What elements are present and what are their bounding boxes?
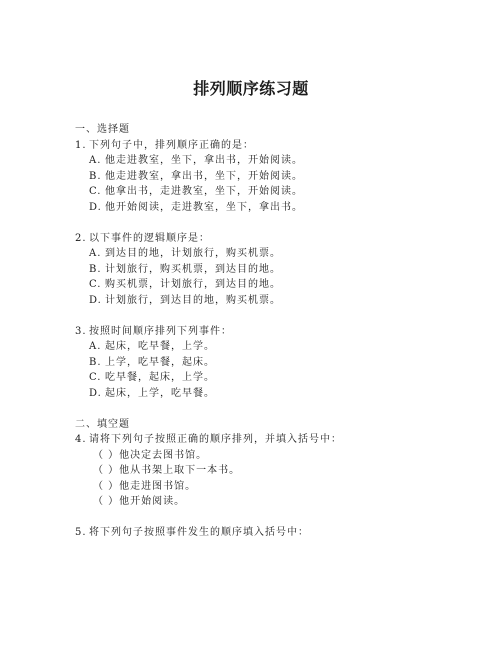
option-text: 起床，吃早餐，上学。 — [105, 341, 215, 352]
option-letter: C. — [89, 279, 102, 290]
spacer — [75, 308, 475, 324]
option-d — [75, 293, 475, 309]
option-text: 起床，上学，吃早餐。 — [105, 387, 215, 399]
option-text: 他走进教室，坐下，拿出书，开始阅读。 — [105, 155, 303, 166]
question-text: 以下事件的逻辑顺序是： — [89, 232, 210, 244]
question-text: 下列句子中，排列顺序正确的是： — [89, 139, 254, 151]
option-d — [75, 386, 475, 402]
question-stem — [75, 231, 475, 247]
option-text: 计划旅行，到达目的地，购买机票。 — [105, 294, 281, 306]
question-number: 4. — [75, 434, 87, 445]
page-title: 排列顺序练习题 — [193, 79, 309, 98]
fill-blank-item: （ ）他从书架上取下一本书。 — [93, 465, 241, 476]
option-letter: B. — [89, 356, 102, 368]
option-letter: A. — [89, 248, 102, 259]
option-text: 他开始阅读，走进教室，坐下，拿出书。 — [105, 201, 303, 213]
fill-blank-item: （ ）他走进图书馆。 — [93, 480, 197, 492]
option-letter: C. — [89, 372, 102, 383]
option-d — [75, 200, 475, 216]
question-stem — [75, 525, 475, 541]
option-text: 吃早餐，起床，上学。 — [105, 372, 215, 383]
option-text: 他走进教室，拿出书，坐下，开始阅读。 — [105, 170, 303, 182]
option-letter: D. — [89, 294, 102, 306]
fill-blank-item: （ ）他决定去图书馆。 — [93, 449, 208, 461]
question-1 — [75, 138, 475, 216]
question-number: 5. — [75, 527, 87, 538]
option-letter: A. — [89, 341, 102, 352]
option-c — [75, 370, 475, 386]
option-c — [75, 277, 475, 293]
question-stem — [75, 432, 475, 448]
question-stem — [75, 138, 475, 154]
question-4 — [75, 432, 475, 510]
question-2 — [75, 231, 475, 309]
spacer — [75, 510, 475, 526]
document-body — [75, 122, 475, 541]
fill-blank-item: （ ）他开始阅读。 — [93, 496, 186, 507]
section-heading-choice: 一、选择题 — [75, 124, 130, 135]
spacer — [75, 215, 475, 231]
option-letter: D. — [89, 201, 102, 213]
question-number: 3. — [75, 325, 87, 337]
spacer — [75, 401, 475, 417]
option-letter: B. — [89, 263, 102, 275]
option-a — [75, 153, 475, 169]
option-letter: C. — [89, 186, 102, 197]
option-text: 计划旅行，购买机票，到达目的地。 — [105, 263, 281, 275]
option-a — [75, 339, 475, 355]
option-letter: D. — [89, 387, 102, 399]
option-b — [75, 262, 475, 278]
option-text: 他拿出书，走进教室，坐下，开始阅读。 — [105, 186, 303, 197]
question-stem — [75, 324, 475, 340]
option-letter: B. — [89, 170, 102, 182]
option-text: 购买机票，计划旅行，到达目的地。 — [105, 279, 281, 290]
option-b — [75, 169, 475, 185]
option-a — [75, 246, 475, 262]
question-text: 按照时间顺序排列下列事件： — [89, 325, 232, 337]
question-number: 1. — [75, 139, 87, 151]
section-heading-fill: 二、填空题 — [75, 418, 130, 430]
question-5 — [75, 525, 475, 541]
question-number: 2. — [75, 232, 87, 244]
option-b — [75, 355, 475, 371]
question-text: 请将下列句子按照正确的顺序排列，并填入括号中： — [89, 434, 342, 445]
option-c — [75, 184, 475, 200]
question-text: 将下列句子按照事件发生的顺序填入括号中： — [89, 527, 309, 538]
option-text: 上学，吃早餐，起床。 — [105, 356, 215, 368]
option-text: 到达目的地，计划旅行，购买机票。 — [105, 248, 281, 259]
option-letter: A. — [89, 155, 102, 166]
question-3 — [75, 324, 475, 402]
